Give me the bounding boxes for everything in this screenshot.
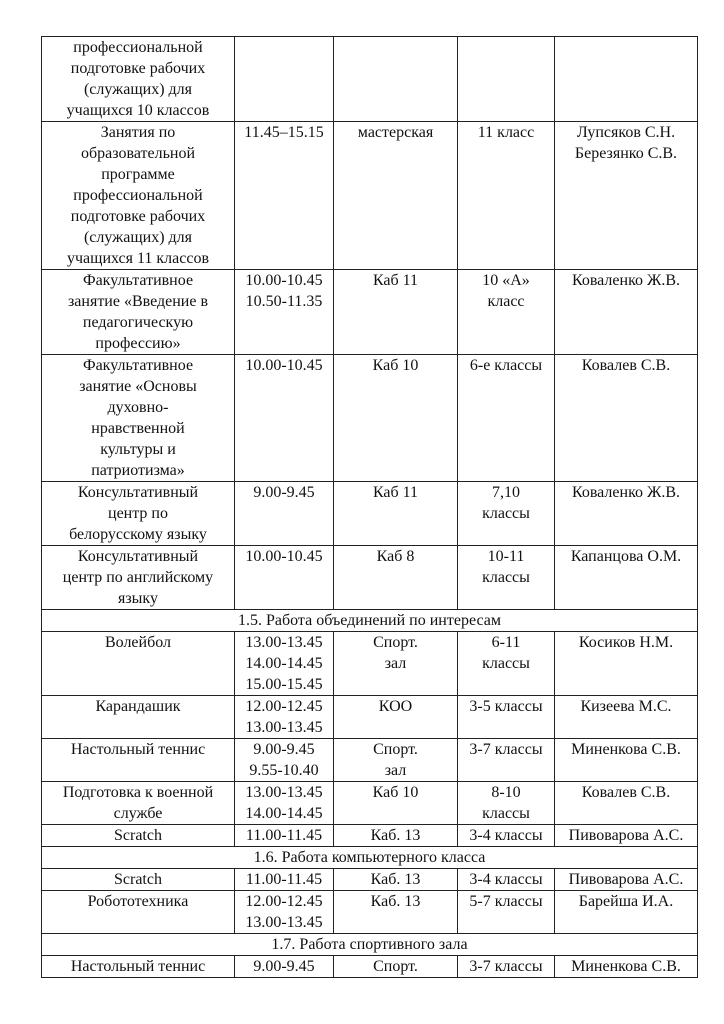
participants-cell: 10-11 классы [458, 546, 555, 610]
place-cell: мастерская [334, 122, 458, 270]
time-cell: 13.00-13.45 14.00-14.45 15.00-15.45 [235, 632, 334, 696]
activity-cell: Подготовка к военной службе [42, 782, 235, 825]
place-cell: Каб 11 [334, 270, 458, 355]
time-cell: 11.00-11.45 [235, 825, 334, 847]
participants-cell: 3-4 классы [458, 825, 555, 847]
participants-cell: 3-4 классы [458, 869, 555, 891]
time-cell: 13.00-13.45 14.00-14.45 [235, 782, 334, 825]
activity-cell: Scratch [42, 869, 235, 891]
activity-cell: Карандашик [42, 696, 235, 739]
participants-cell: 3-7 классы [458, 739, 555, 782]
section-row [42, 610, 698, 632]
participants-cell: 6-11 классы [458, 632, 555, 696]
table-row [42, 355, 698, 482]
teacher-cell: Миненкова С.В. [555, 739, 698, 782]
time-cell: 12.00-12.45 13.00-13.45 [235, 891, 334, 934]
time-cell: 11.00-11.45 [235, 869, 334, 891]
table-row [42, 37, 698, 122]
place-cell: Каб 8 [334, 546, 458, 610]
table-row [42, 632, 698, 696]
place-cell: Каб 10 [334, 782, 458, 825]
table-row [42, 696, 698, 739]
time-cell: 9.00-9.45 9.55-10.40 [235, 739, 334, 782]
teacher-cell: Кизеева М.С. [555, 696, 698, 739]
activity-cell: Консультативный центр по английскому языку [42, 546, 235, 610]
time-cell: 9.00-9.45 [235, 482, 334, 546]
schedule-table [41, 36, 698, 978]
teacher-cell [555, 37, 698, 122]
place-cell: Каб. 13 [334, 869, 458, 891]
time-cell: 9.00-9.45 [235, 956, 334, 978]
section-title: 1.7. Работа спортивного зала [42, 934, 698, 956]
teacher-cell: Коваленко Ж.В. [555, 482, 698, 546]
time-cell: 11.45–15.15 [235, 122, 334, 270]
table-row [42, 122, 698, 270]
table-row [42, 825, 698, 847]
teacher-cell: Миненкова С.В. [555, 956, 698, 978]
place-cell: Каб. 13 [334, 825, 458, 847]
participants-cell: 8-10 классы [458, 782, 555, 825]
place-cell: Спорт. зал [334, 632, 458, 696]
place-cell [334, 37, 458, 122]
table-row [42, 891, 698, 934]
table-row [42, 869, 698, 891]
section-title: 1.6. Работа компьютерного класса [42, 847, 698, 869]
activity-cell: Консультативный центр по белорусскому языку [42, 482, 235, 546]
time-cell: 10.00-10.45 [235, 355, 334, 482]
place-cell: Спорт. [334, 956, 458, 978]
place-cell: Спорт. зал [334, 739, 458, 782]
place-cell: Каб 10 [334, 355, 458, 482]
table-row [42, 739, 698, 782]
participants-cell [458, 37, 555, 122]
place-cell: Каб. 13 [334, 891, 458, 934]
section-row [42, 847, 698, 869]
teacher-cell: Коваленко Ж.В. [555, 270, 698, 355]
participants-cell: 3-5 классы [458, 696, 555, 739]
time-cell: 10.00-10.45 [235, 546, 334, 610]
time-cell: 10.00-10.45 10.50-11.35 [235, 270, 334, 355]
teacher-cell: Косиков Н.М. [555, 632, 698, 696]
teacher-cell: Лупсяков С.Н. Березянко С.В. [555, 122, 698, 270]
teacher-cell: Барейша И.А. [555, 891, 698, 934]
teacher-cell: Капанцова О.М. [555, 546, 698, 610]
activity-cell: Робототехника [42, 891, 235, 934]
teacher-cell: Ковалев С.В. [555, 355, 698, 482]
table-row [42, 270, 698, 355]
participants-cell: 7,10 классы [458, 482, 555, 546]
participants-cell: 6-е классы [458, 355, 555, 482]
time-cell [235, 37, 334, 122]
activity-cell: Факультативное занятие «Основы духовно- нравственной культуры и патриотизма» [42, 355, 235, 482]
teacher-cell: Пивоварова А.С. [555, 869, 698, 891]
participants-cell: 11 класс [458, 122, 555, 270]
participants-cell: 10 «А» класс [458, 270, 555, 355]
section-title: 1.5. Работа объединений по интересам [42, 610, 698, 632]
participants-cell: 3-7 классы [458, 956, 555, 978]
activity-cell: Волейбол [42, 632, 235, 696]
teacher-cell: Пивоварова А.С. [555, 825, 698, 847]
teacher-cell: Ковалев С.В. [555, 782, 698, 825]
table-row [42, 482, 698, 546]
place-cell: КОО [334, 696, 458, 739]
table-row [42, 782, 698, 825]
activity-cell: Настольный теннис [42, 739, 235, 782]
section-row [42, 934, 698, 956]
table-row [42, 546, 698, 610]
activity-cell: Настольный теннис [42, 956, 235, 978]
schedule-body [42, 37, 698, 978]
table-row [42, 956, 698, 978]
place-cell: Каб 11 [334, 482, 458, 546]
participants-cell: 5-7 классы [458, 891, 555, 934]
activity-cell: профессиональной подготовке рабочих (служащих) для учащихся 10 классов [42, 37, 235, 122]
time-cell: 12.00-12.45 13.00-13.45 [235, 696, 334, 739]
activity-cell: Занятия по образовательной программе профессиональной подготовке рабочих (служащих) для учащихся 11 классов [42, 122, 235, 270]
activity-cell: Факультативное занятие «Введение в педагогическую профессию» [42, 270, 235, 355]
activity-cell: Scratch [42, 825, 235, 847]
